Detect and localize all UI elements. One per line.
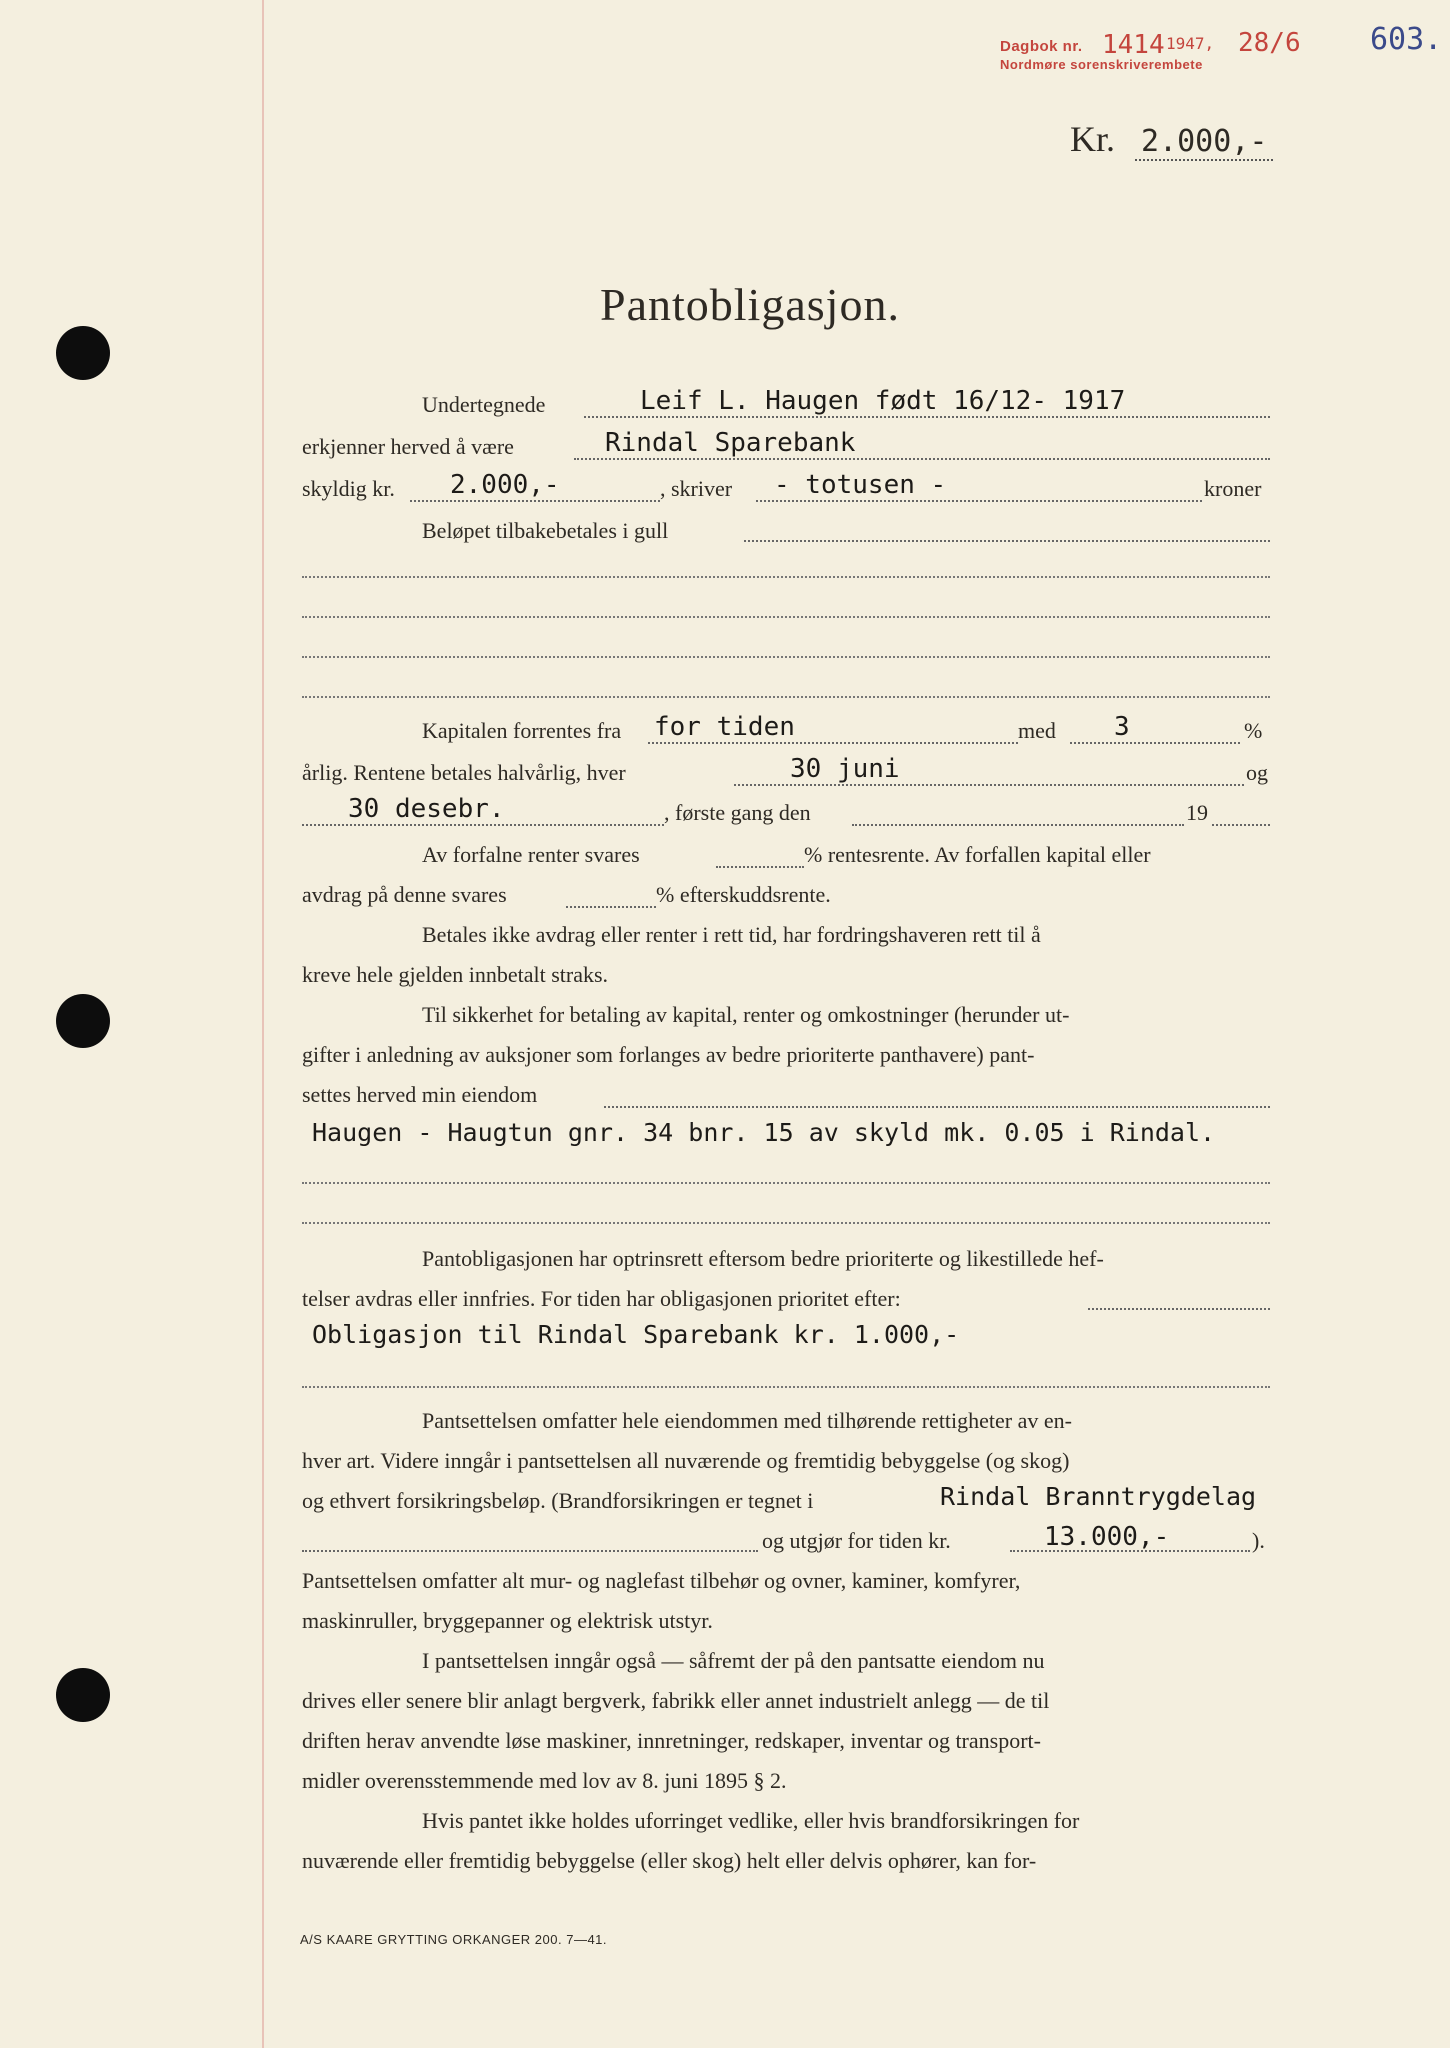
amount-header bbox=[1070, 118, 1273, 160]
paragraph-line: gifter i anledning av auksjoner som forlanges av bedre prioriterte panthavere) pant- bbox=[302, 1042, 1035, 1067]
med-label: med bbox=[1018, 718, 1056, 743]
punch-hole bbox=[56, 1668, 110, 1722]
kapitalen-value: for tiden bbox=[654, 712, 795, 742]
percent-sign: % bbox=[1244, 718, 1263, 743]
paragraph-line: Til sikkerhet for betaling av kapital, renter og omkostninger (herunder ut- bbox=[422, 1002, 1070, 1027]
priority-value: Obligasjon til Rindal Sparebank kr. 1.000,- bbox=[312, 1320, 960, 1349]
dotted-line bbox=[716, 866, 804, 868]
dotted-line bbox=[584, 416, 1270, 418]
paragraph-line: Pantobligasjonen har optrinsrett eftersom bedre prioriterte og likestillede hef- bbox=[422, 1246, 1104, 1271]
punch-hole bbox=[56, 326, 110, 380]
paragraph-line: settes herved min eiendom bbox=[302, 1082, 538, 1107]
blank-line bbox=[302, 696, 1270, 698]
blank-line bbox=[302, 1182, 1270, 1184]
printer-imprint: A/S KAARE GRYTTING ORKANGER 200. 7—41. bbox=[300, 1932, 608, 1947]
amount-value: 2.000,- bbox=[1135, 124, 1273, 161]
paragraph-line: driften herav anvendte løse maskiner, innretninger, redskaper, inventar og transport- bbox=[302, 1728, 1041, 1753]
registry-stamp bbox=[1000, 28, 1320, 72]
paragraph-line: hver art. Videre inngår i pantsettelsen all nuværende og fremtidig bebyggelse (og skog) bbox=[302, 1448, 1070, 1473]
insurer-value: Rindal Branntrygdelag bbox=[940, 1482, 1257, 1511]
year-prefix: 19 bbox=[1186, 800, 1208, 825]
dotted-line bbox=[1088, 1308, 1270, 1310]
dotted-line bbox=[574, 458, 1270, 460]
payment-date-1: 30 juni bbox=[790, 754, 900, 784]
paragraph-line: nuværende eller fremtidig bebyggelse (eller skog) helt eller delvis ophører, kan for- bbox=[302, 1848, 1037, 1873]
dotted-line bbox=[648, 742, 1018, 744]
dotted-line bbox=[302, 1550, 758, 1552]
av-forfalne-text: Av forfalne renter svares bbox=[422, 842, 640, 867]
page-title: Pantobligasjon. bbox=[600, 279, 900, 330]
og-label: og bbox=[1246, 760, 1268, 785]
stamp-number: 1414 bbox=[1102, 30, 1165, 60]
utgjor-label: og utgjør for tiden kr. bbox=[762, 1528, 951, 1553]
skriver-label: , skriver bbox=[660, 476, 733, 501]
stamp-label: Dagbok nr. bbox=[1000, 38, 1083, 55]
folio-number: 603. bbox=[1370, 22, 1443, 57]
paragraph-line: kreve hele gjelden innbetalt straks. bbox=[302, 962, 609, 987]
undertegnede-label: Undertegnede bbox=[422, 392, 546, 417]
stamp-date: 28/6 bbox=[1238, 28, 1301, 58]
creditor-value: Rindal Sparebank bbox=[605, 428, 856, 458]
interest-rate-value: 3 bbox=[1114, 712, 1130, 742]
undertegnede-value: Leif L. Haugen født 16/12- 1917 bbox=[640, 386, 1126, 416]
kapitalen-label: Kapitalen forrentes fra bbox=[422, 718, 622, 743]
dotted-line bbox=[852, 824, 1184, 826]
dotted-line bbox=[410, 500, 660, 502]
forste-gang-label: , første gang den bbox=[664, 800, 811, 825]
stamp-year: 1947, bbox=[1166, 34, 1215, 53]
dotted-line bbox=[302, 824, 664, 826]
paragraph-line: telser avdras eller innfries. For tiden har obligasjonen prioritet efter: bbox=[302, 1286, 901, 1311]
dotted-line bbox=[734, 784, 1244, 786]
paragraph-line: midler overensstemmende med lov av 8. juni 1895 § 2. bbox=[302, 1768, 787, 1793]
paragraph-line: og ethvert forsikringsbeløp. (Brandforsikringen er tegnet i bbox=[302, 1488, 814, 1513]
skriver-value: - totusen - bbox=[774, 470, 947, 500]
paragraph-line: maskinruller, bryggepanner og elektrisk utstyr. bbox=[302, 1608, 713, 1633]
dotted-line bbox=[566, 906, 656, 908]
belopet-text: Beløpet tilbakebetales i gull bbox=[422, 518, 669, 543]
blank-line bbox=[302, 576, 1270, 578]
paragraph-line: drives eller senere blir anlagt bergverk, fabrikk eller annet industrielt anlegg — de til bbox=[302, 1688, 1050, 1713]
paragraph-line: Betales ikke avdrag eller renter i rett tid, har fordringshaveren rett til å bbox=[422, 922, 1041, 947]
dotted-line bbox=[756, 500, 1202, 502]
insured-amount-value: 13.000,- bbox=[1044, 1522, 1170, 1552]
rentesrente-text: % rentesrente. Av forfallen kapital eller bbox=[804, 842, 1151, 867]
skyldig-value: 2.000,- bbox=[450, 470, 560, 500]
close-paren: ). bbox=[1252, 1528, 1265, 1553]
punch-hole bbox=[56, 994, 110, 1048]
paragraph-line: Hvis pantet ikke holdes uforringet vedlike, eller hvis brandforsikringen for bbox=[422, 1808, 1080, 1833]
blank-line bbox=[302, 1386, 1270, 1388]
payment-date-2: 30 desebr. bbox=[348, 794, 505, 824]
kroner-label: kroner bbox=[1204, 476, 1262, 501]
arlig-text: årlig. Rentene betales halvårlig, hver bbox=[302, 760, 626, 785]
property-value: Haugen - Haugtun gnr. 34 bnr. 15 av skyld mk. 0.05 i Rindal. bbox=[312, 1118, 1216, 1147]
skyldig-label: skyldig kr. bbox=[302, 476, 395, 501]
blank-line bbox=[302, 616, 1270, 618]
dotted-line bbox=[1212, 824, 1270, 826]
dotted-line bbox=[604, 1106, 1270, 1108]
paragraph-line: Pantsettelsen omfatter alt mur- og naglefast tilbehør og ovner, kaminer, komfyrer, bbox=[302, 1568, 1021, 1593]
erkjenner-label: erkjenner herved å være bbox=[302, 434, 514, 459]
paragraph-line: I pantsettelsen inngår også — såfremt der på den pantsatte eiendom nu bbox=[422, 1648, 1045, 1673]
amount-label: Kr. bbox=[1070, 119, 1115, 159]
dotted-line bbox=[744, 540, 1270, 542]
avdrag-text: avdrag på denne svares bbox=[302, 882, 507, 907]
blank-line bbox=[302, 1222, 1270, 1224]
dotted-line bbox=[1070, 742, 1240, 744]
paragraph-line: Pantsettelsen omfatter hele eiendommen med tilhørende rettigheter av en- bbox=[422, 1408, 1072, 1433]
efterskudd-text: % efterskuddsrente. bbox=[656, 882, 831, 907]
stamp-office: Nordmøre sorenskriverembete bbox=[1000, 57, 1203, 72]
margin-rule bbox=[262, 0, 264, 2048]
blank-line bbox=[302, 656, 1270, 658]
